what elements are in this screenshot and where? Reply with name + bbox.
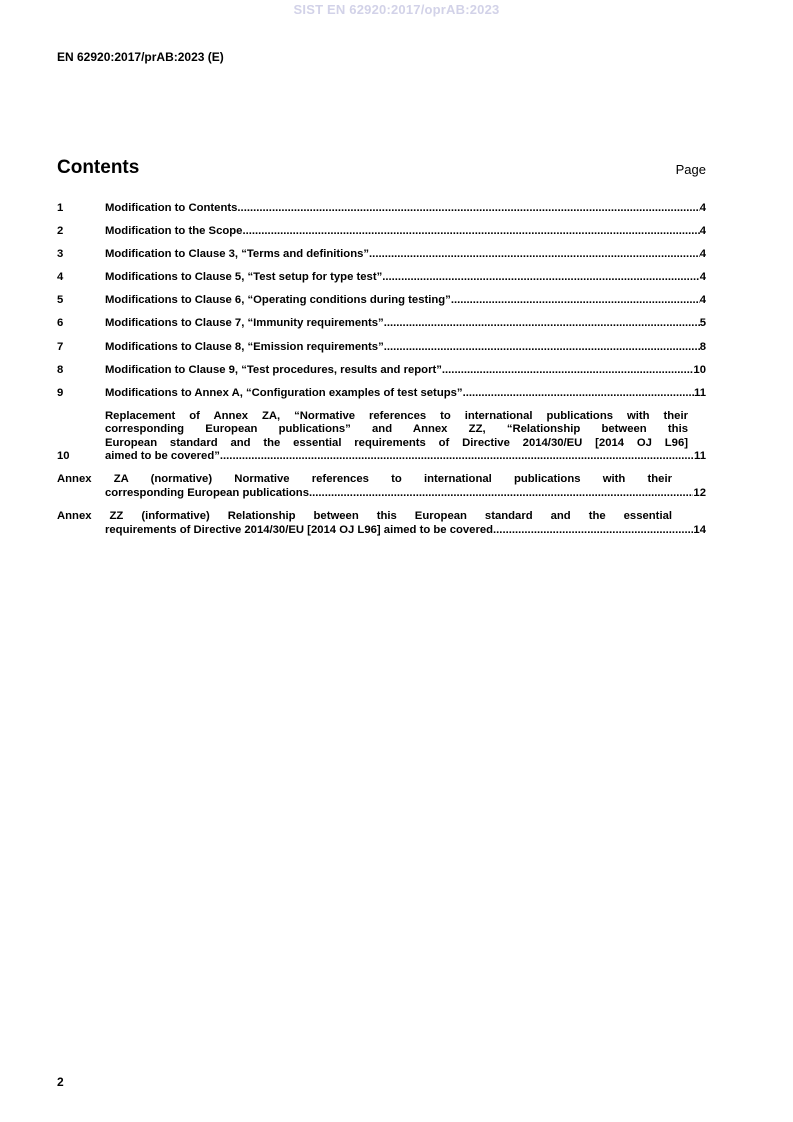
toc-entry-number: 7 xyxy=(57,340,64,353)
toc-entry-7[interactable] xyxy=(57,341,706,355)
toc-leader-dots xyxy=(451,294,700,308)
toc-entry-page: 10 xyxy=(693,363,706,376)
toc-entry-number: 2 xyxy=(57,225,64,238)
toc-entry-6[interactable] xyxy=(57,317,706,331)
toc-leader-dots xyxy=(493,524,693,538)
toc-entry-title-block xyxy=(105,202,706,216)
toc-entry-title: Modifications to Clause 8, “Emission requirements” xyxy=(105,340,384,353)
toc-entry-title-block xyxy=(105,248,706,262)
toc-entry-page: 11 xyxy=(694,450,706,463)
toc-entry-page: 14 xyxy=(693,523,706,536)
toc-leader-dots xyxy=(369,248,700,262)
toc-entry-number: 10 xyxy=(57,450,70,463)
toc-leader-dots xyxy=(442,364,694,378)
toc-leader-dots xyxy=(220,450,694,464)
toc-leader-dots xyxy=(463,387,694,401)
toc-entry-title-block xyxy=(105,410,706,464)
toc-entry-title: Modification to Contents xyxy=(105,202,238,214)
toc-entry-line: European standard and the essential requirements of Directive 2014/30/EU [2014 OJ L96] xyxy=(105,436,688,449)
toc-entry-title: Modifications to Clause 6, “Operating conditions during testing” xyxy=(105,294,451,307)
toc-entry-page: 4 xyxy=(699,202,706,214)
toc-entry-3[interactable] xyxy=(57,248,706,262)
toc-simple-entries xyxy=(57,202,706,400)
toc-leader-dots xyxy=(309,487,693,501)
toc-leader-dots xyxy=(382,271,699,285)
toc-entry-number: 6 xyxy=(57,317,64,330)
toc-entry-title: Modifications to Annex A, “Configuration examples of test setups” xyxy=(105,386,463,399)
page-number: 2 xyxy=(57,1075,64,1089)
toc-entry-line: aimed to be covered” xyxy=(105,450,220,463)
toc-leader-dots xyxy=(384,317,700,331)
toc-annex-title: Annex ZZ (informative) Relationship between this European standard and the essential xyxy=(57,510,672,523)
toc-entry-page: 4 xyxy=(699,225,706,238)
toc-leader-dots xyxy=(384,341,700,355)
toc-entry-title-block xyxy=(105,341,706,355)
toc-annex-last-line xyxy=(57,487,706,501)
toc-entry-page: 4 xyxy=(699,294,706,307)
toc-entry-number: 1 xyxy=(57,202,64,214)
toc-entry-5[interactable] xyxy=(57,294,706,308)
toc-entry-number: 8 xyxy=(57,363,64,376)
page-column-label: Page xyxy=(675,162,706,177)
toc-entry-2[interactable] xyxy=(57,225,706,239)
toc-entry-title: Modification to Clause 9, “Test procedures, results and report” xyxy=(105,363,442,376)
toc-entry-number: 9 xyxy=(57,386,64,399)
toc-entry-page: 4 xyxy=(699,248,706,261)
toc-entry-page: 12 xyxy=(693,486,706,499)
toc-entry-title: Modifications to Clause 5, “Test setup for type test” xyxy=(105,271,383,284)
toc-annex-line: corresponding European publications xyxy=(105,486,309,499)
toc-entry-annex-za[interactable] xyxy=(57,473,706,500)
toc-entry-number: 3 xyxy=(57,248,64,261)
toc-entry-1[interactable] xyxy=(57,202,706,216)
watermark-text: SIST EN 62920:2017/oprAB:2023 xyxy=(293,2,500,17)
toc-entry-title: Modification to the Scope xyxy=(105,225,243,238)
toc-annex-line: requirements of Directive 2014/30/EU [2014 OJ L96] aimed to be covered xyxy=(105,523,494,536)
toc-entry-last-line xyxy=(105,450,706,464)
toc-entry-title-block xyxy=(105,364,706,378)
toc-entry-4[interactable] xyxy=(57,271,706,285)
toc-entry-page: 8 xyxy=(699,340,706,353)
toc-leader-dots xyxy=(237,202,699,216)
toc-entry-8[interactable] xyxy=(57,364,706,378)
toc-entry-page: 5 xyxy=(699,317,706,330)
toc-entry-title-block xyxy=(105,294,706,308)
toc-entry-title: Modification to Clause 3, “Terms and definitions” xyxy=(105,248,370,261)
toc-entry-number: 4 xyxy=(57,271,64,284)
toc-leader-dots xyxy=(242,225,699,239)
toc-entry-line: Replacement of Annex ZA, “Normative references to international publications with their xyxy=(105,409,688,422)
toc-entry-line: corresponding European publications” and Annex ZZ, “Relationship between this xyxy=(105,423,688,436)
toc-entry-page: 4 xyxy=(699,271,706,284)
toc-entry-title-block xyxy=(105,225,706,239)
toc-entry-title-block xyxy=(105,317,706,331)
toc-entry-title-block xyxy=(105,387,706,401)
table-of-contents xyxy=(57,202,706,547)
document-id: EN 62920:2017/prAB:2023 (E) xyxy=(57,50,224,64)
contents-heading: Contents xyxy=(57,157,140,178)
toc-annex-title: Annex ZA (normative) Normative references to international publications with their xyxy=(57,473,672,486)
toc-annex-last-line xyxy=(57,524,706,538)
toc-entry-9[interactable] xyxy=(57,387,706,401)
toc-entry-title: Modifications to Clause 7, “Immunity requirements” xyxy=(105,317,384,330)
toc-entry-number: 5 xyxy=(57,294,64,307)
toc-entry-page: 11 xyxy=(694,386,706,399)
toc-entry-10[interactable] xyxy=(57,410,706,464)
toc-entry-title-block xyxy=(105,271,706,285)
toc-entry-annex-zz[interactable] xyxy=(57,510,706,537)
